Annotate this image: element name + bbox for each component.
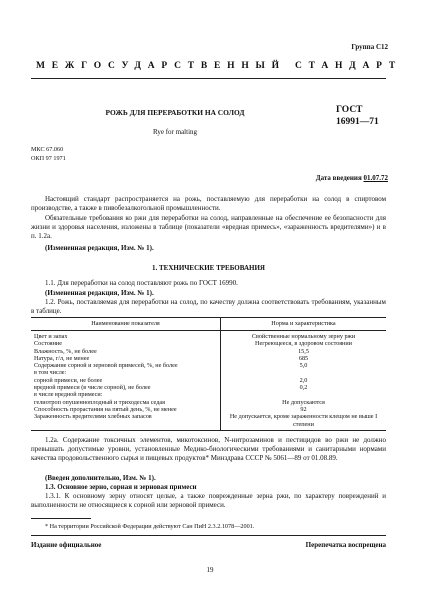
row-value: 5,0	[299, 362, 308, 370]
okp-code: ОКП 97 1971	[31, 155, 66, 162]
standard-banner: МЕЖГОСУДАРСТВЕННЫЙ СТАНДАРТ	[36, 61, 403, 71]
row-name: гелиотроп опушенноплодный и триходесма седая	[31, 399, 221, 406]
row-value: Не допускается, кроме зараженности клещом не выше I степени	[221, 413, 387, 430]
footnote-rule	[31, 518, 91, 519]
paragraph-1-2: 1.2. Рожь, поставляемая для переработки на солод, по качеству должна соответствовать требованиям, указанным в таблице.	[31, 298, 386, 316]
row-value: Негреющееся, в здоровом состоянии	[255, 340, 352, 348]
table-row	[31, 406, 386, 413]
table-row	[31, 391, 386, 398]
section-heading: 1. ТЕХНИЧЕСКИЕ ТРЕБОВАНИЯ	[152, 264, 265, 272]
table-row	[31, 377, 386, 384]
row-name: Состояние	[31, 340, 221, 347]
row-value	[221, 369, 387, 376]
row-value: 0,2	[299, 384, 308, 392]
table-row	[31, 340, 386, 347]
row-value: 685	[298, 354, 309, 362]
row-value: Свойственные нормальному зерну ржи	[251, 333, 356, 340]
intro-edit-note: (Измененная редакция, Изм. № 1).	[45, 244, 154, 252]
page-number: 19	[206, 566, 214, 574]
row-name: в числе вредной примеси:	[31, 391, 221, 398]
intro-date-value: 01.07.72	[363, 174, 388, 182]
footer-rule	[31, 535, 386, 536]
row-value: Не допускаются	[282, 398, 325, 406]
table-header-row	[31, 318, 386, 331]
footer-reprint: Перепечатка воспрещена	[305, 541, 386, 549]
header-norm: Норма и характеристика	[221, 318, 387, 331]
row-value: 2,0	[299, 376, 308, 384]
row-name: Содержание сорной и зерновой примесей, %, не более	[31, 362, 221, 369]
requirements-table	[31, 317, 386, 431]
row-name: в том числе:	[31, 369, 221, 376]
row-name: Влажность, %, не более	[31, 348, 221, 355]
table-row	[31, 384, 386, 391]
table-row	[31, 355, 386, 362]
paragraph-1-1-edit: (Измененная редакция, Изм. № 1).	[45, 289, 154, 297]
row-value: 15,5	[298, 347, 309, 355]
table-row	[31, 399, 386, 406]
doc-title-en: Rye for malting	[152, 128, 198, 136]
paragraph-1-2a-edit: (Введен дополнительно, Изм. № 1).	[45, 474, 156, 482]
header-indicator-name: Наименование показателя	[31, 318, 221, 331]
footnote: * На территории Российской Федерации действуют Сан ПиН 2.3.2.1078—2001.	[45, 523, 255, 530]
row-value	[221, 391, 387, 398]
table-row	[31, 348, 386, 355]
doc-title: РОЖЬ ДЛЯ ПЕРЕРАБОТКИ НА СОЛОД	[105, 108, 245, 117]
paragraph-1-2a: 1.2а. Содержание токсичных элементов, микотоксинов, N-нитрозаминов и пестицидов во ржи не должно превышать допустимые уровни, установленные Медико-биологическими требованиями и санитарными нормами качества продовольственного сырья и пищевых продуктов* Минздрава СССР № 5061—89 от 01.08.89.	[31, 436, 386, 463]
table-row	[31, 369, 386, 376]
intro-date-label: Дата введения	[315, 174, 362, 182]
row-name: Цвет и запах	[31, 331, 221, 341]
table-row	[31, 362, 386, 369]
row-name: сорной примеси, не более	[31, 377, 221, 384]
intro-date	[278, 174, 388, 182]
table-row	[31, 331, 386, 341]
intro-paragraph-2: Обязательные требования ко ржи для переработки на солод, направленные на обеспечение ее безопасности для жизни и здоровья населения, изложены в таблице (показатели «вредная примесь», «зараженность вредителями») и в п. 1.2а.	[31, 214, 386, 241]
banner-rule	[31, 78, 386, 79]
intro-paragraph-1: Настоящий стандарт распространяется на рожь, поставляемую для переработки на солод в спиртовом производстве, а также в пивобезалкогольной промышленности.	[31, 195, 386, 213]
row-name: Способность прорастания на пятый день, %, не менее	[31, 406, 221, 413]
row-name: вредной примеси (в числе сорной), не более	[31, 384, 221, 391]
mks-code: МКС 67.060	[31, 146, 64, 153]
footer-official: Издание официальное	[31, 541, 102, 549]
table-row	[31, 413, 386, 430]
gost-label: ГОСТ	[336, 105, 363, 115]
group-label: Группа С12	[351, 43, 388, 51]
gost-number: 16991—71	[336, 117, 379, 127]
paragraph-1-3-1: 1.3.1. К основному зерну относят целые, а также поврежденные зерна ржи, по характеру повреждений и выполненности не относящиеся к сорной или зерновой примеси.	[31, 492, 386, 510]
row-value: 92	[300, 405, 307, 413]
paragraph-1-3-heading: 1.3. Основное зерно, сорная и зерновая примеси	[45, 483, 197, 491]
row-name: Натура, г/л, не менее	[31, 355, 221, 362]
paragraph-1-1: 1.1. Для переработки на солод поставляют рожь по ГОСТ 16990.	[45, 279, 238, 287]
row-name: Зараженность вредителями хлебных запасов	[31, 413, 221, 430]
